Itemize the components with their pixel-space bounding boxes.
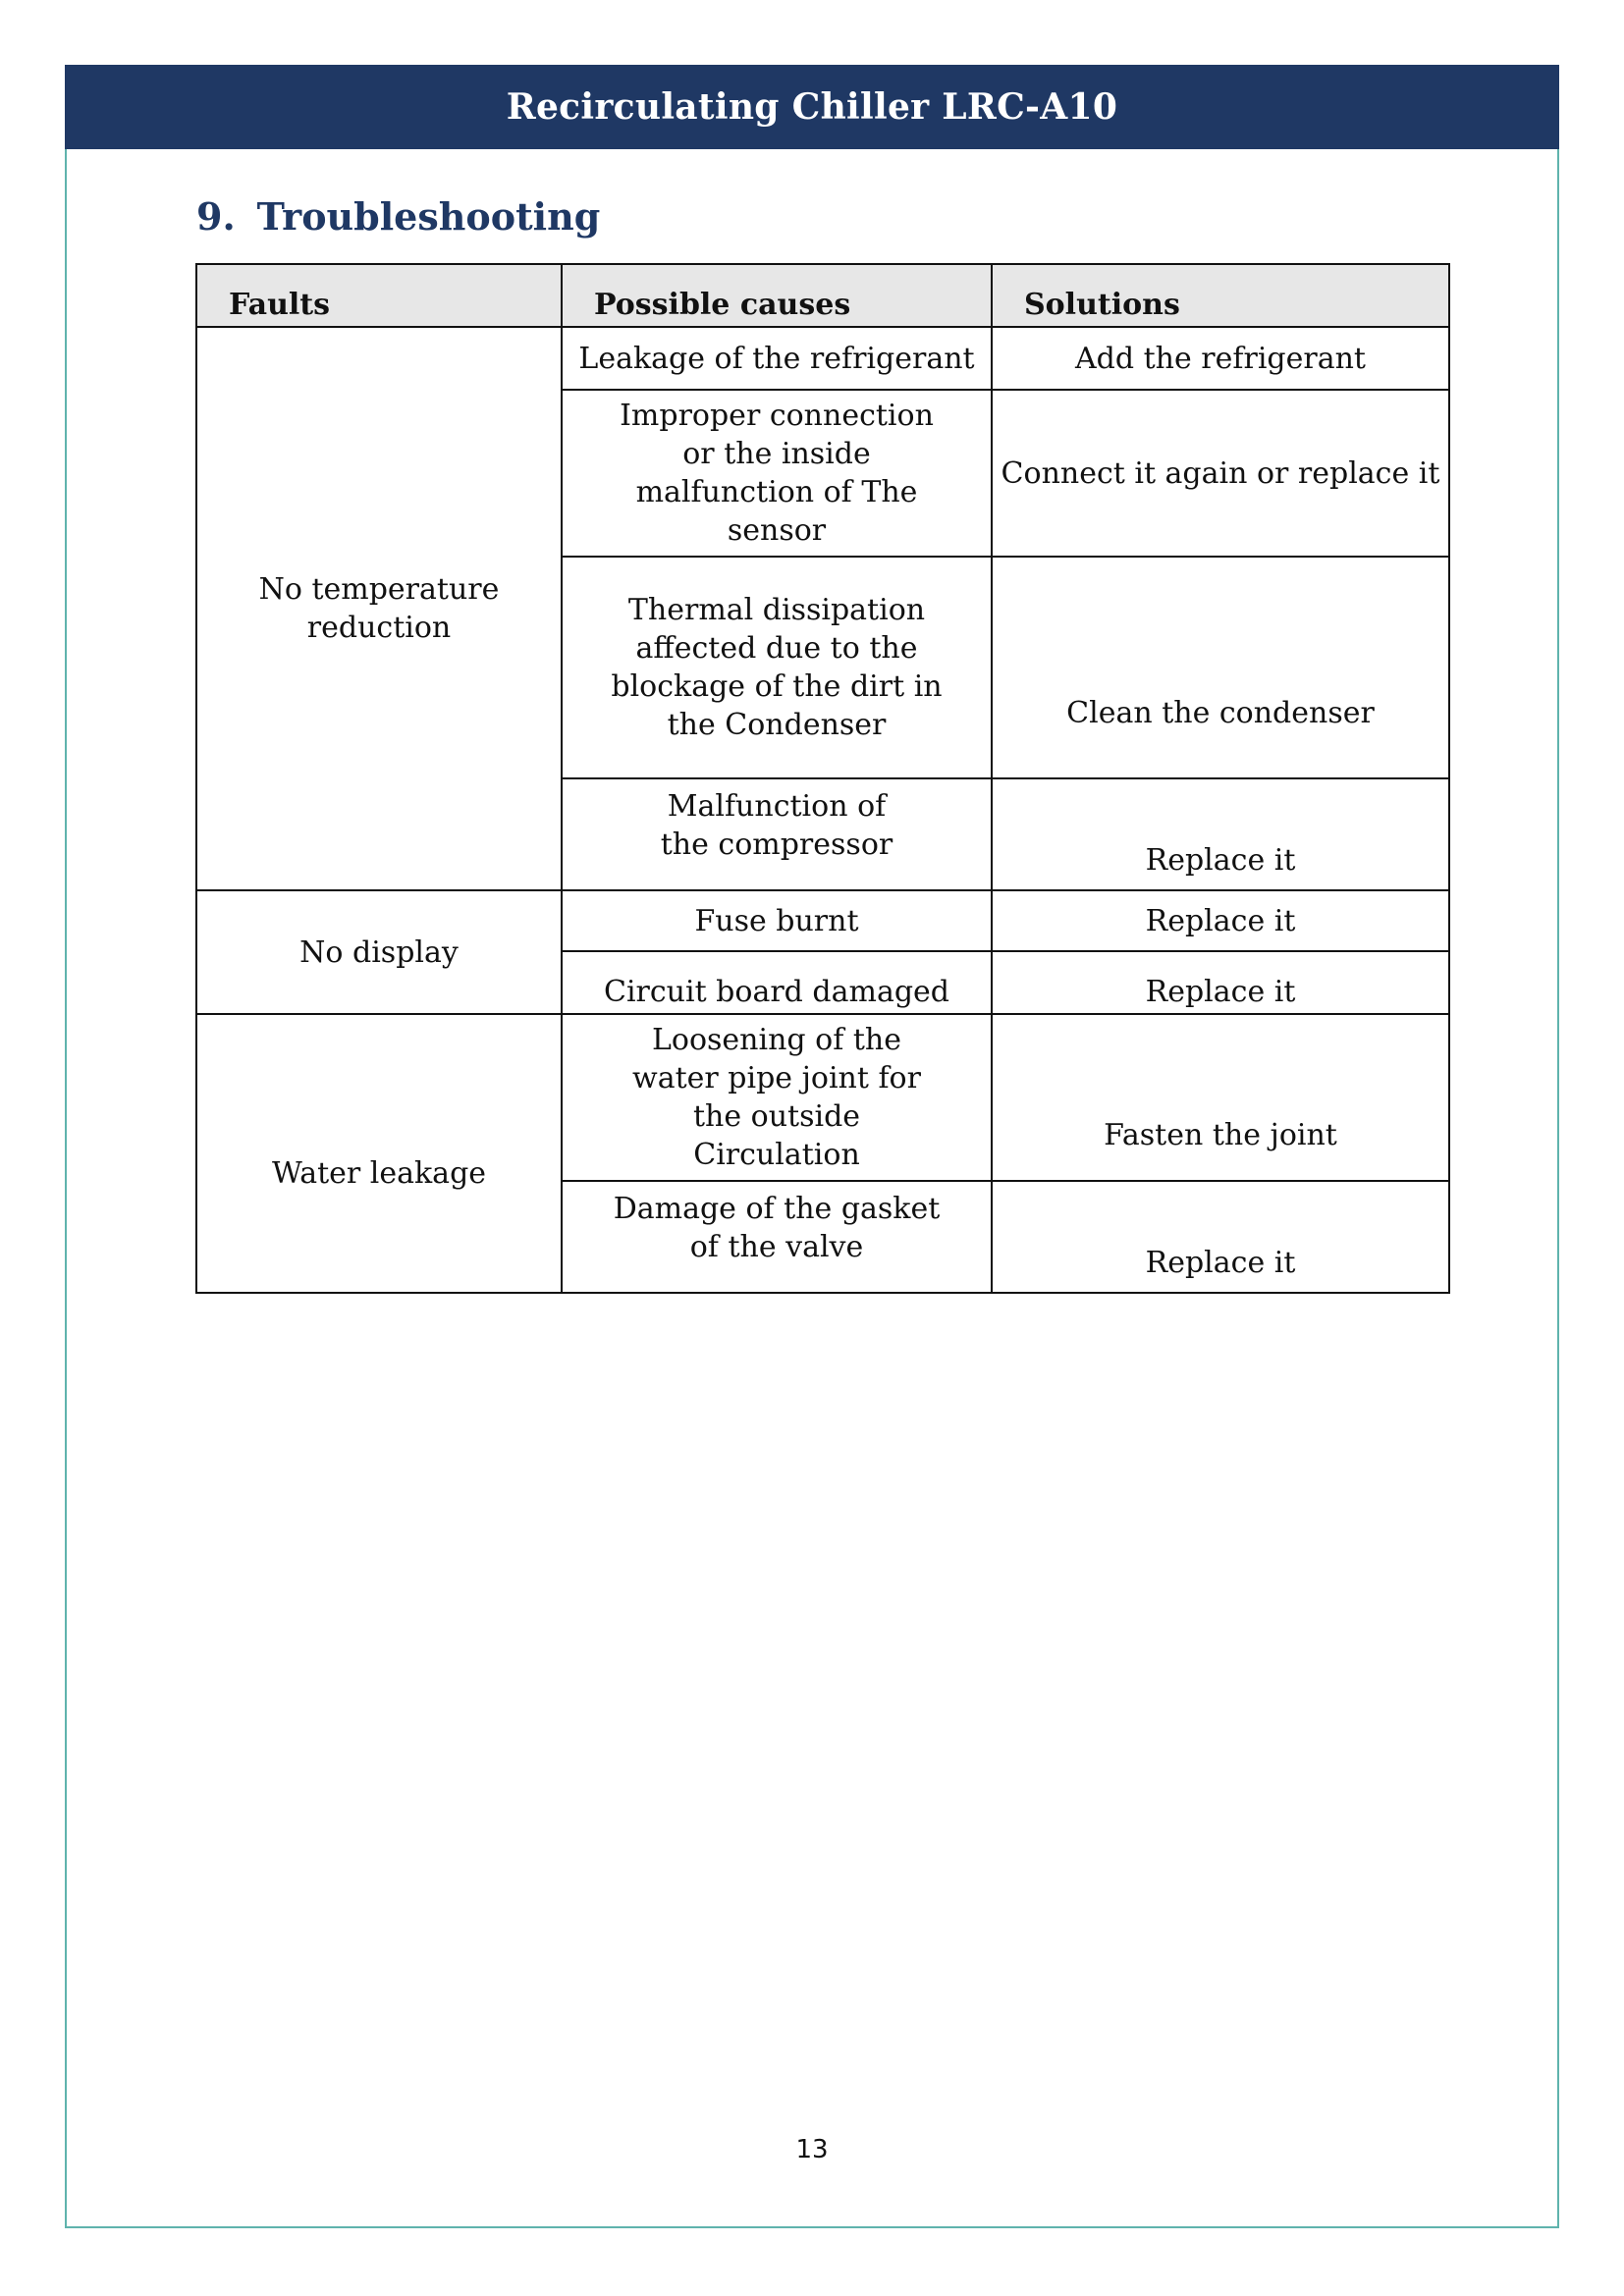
table-row	[196, 890, 1449, 951]
section-heading	[196, 194, 600, 239]
fault-cell-water-leakage: Water leakage	[196, 1014, 562, 1293]
solution-cell: Replace it	[992, 1181, 1449, 1293]
cause-cell: Loosening of the water pipe joint for the outside Circulation	[562, 1014, 992, 1181]
cause-cell: Malfunction of the compressor	[562, 778, 992, 890]
cause-cell: Damage of the gasket of the valve	[562, 1181, 992, 1293]
solution-cell: Add the refrigerant	[992, 327, 1449, 390]
solution-cell: Replace it	[992, 890, 1449, 951]
section-title: Troubleshooting	[256, 194, 601, 239]
table-row	[196, 327, 1449, 390]
troubleshooting-table-container	[195, 263, 1448, 1294]
cause-cell: Thermal dissipation affected due to the blockage of the dirt in the Condenser	[562, 557, 992, 778]
section-number: 9.	[196, 194, 236, 239]
header-faults: Faults	[196, 264, 562, 327]
document-header	[65, 65, 1559, 149]
solution-cell: Replace it	[992, 951, 1449, 1014]
table-header-row	[196, 264, 1449, 327]
page-number: 13	[795, 2135, 829, 2164]
solution-cell: Fasten the joint	[992, 1014, 1449, 1181]
cause-cell: Improper connection or the inside malfunction of The sensor	[562, 390, 992, 557]
fault-cell-no-temperature-reduction: No temperature reduction	[196, 327, 562, 890]
solution-cell: Replace it	[992, 778, 1449, 890]
troubleshooting-table	[195, 263, 1450, 1294]
solution-cell: Clean the condenser	[992, 557, 1449, 778]
cause-cell: Circuit board damaged	[562, 951, 992, 1014]
table-row	[196, 1014, 1449, 1181]
cause-cell: Fuse burnt	[562, 890, 992, 951]
document-title: Recirculating Chiller LRC-A10	[506, 86, 1118, 128]
solution-cell: Connect it again or replace it	[992, 390, 1449, 557]
cause-cell: Leakage of the refrigerant	[562, 327, 992, 390]
fault-cell-no-display: No display	[196, 890, 562, 1014]
header-solutions: Solutions	[992, 264, 1449, 327]
header-possible-causes: Possible causes	[562, 264, 992, 327]
